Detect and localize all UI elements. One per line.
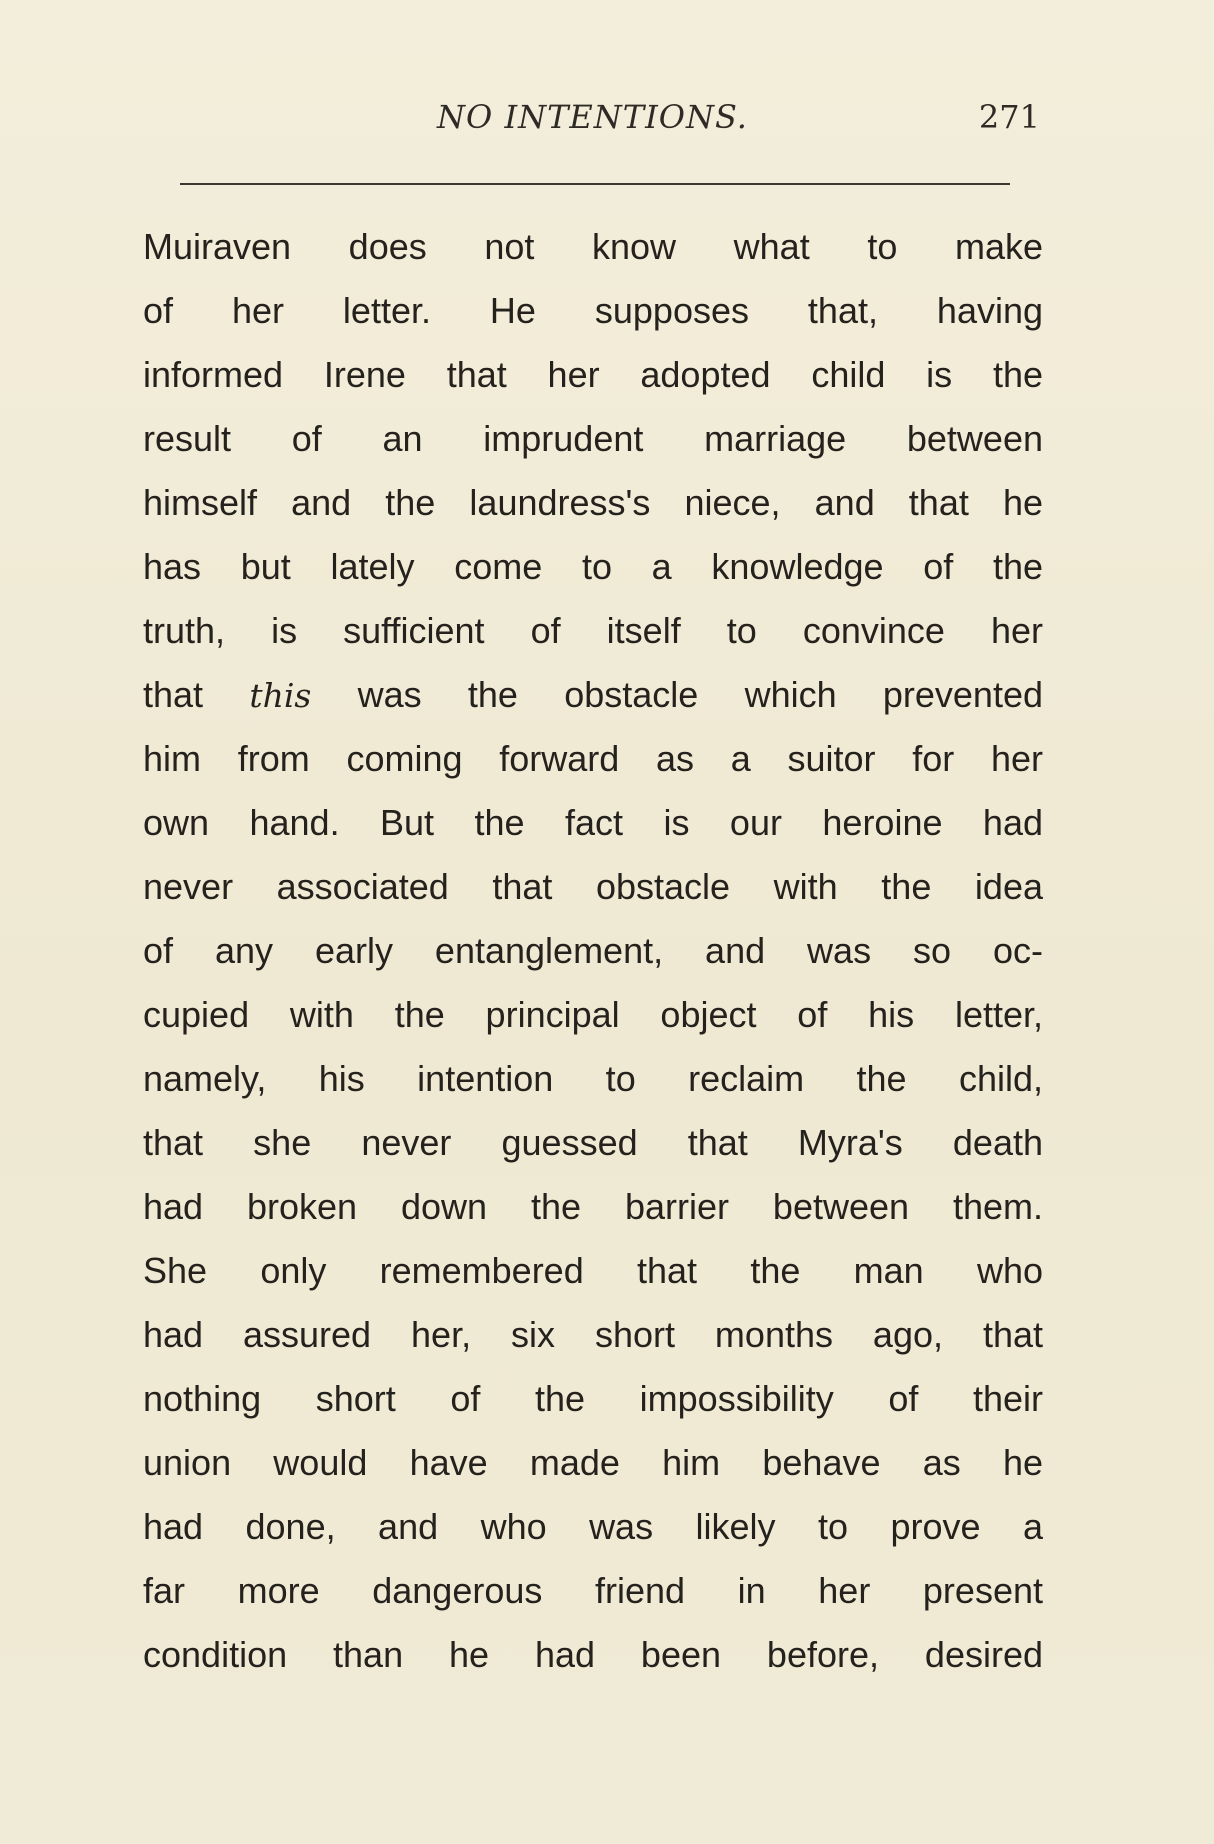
- text-segment: that: [143, 674, 250, 715]
- text-line: of any early entanglement, and was so oc-: [143, 930, 1043, 971]
- text-line: condition than he had been before, desired: [143, 1634, 1043, 1675]
- text-line: truth, is sufficient of itself to convince her: [143, 610, 1043, 651]
- text-line: union would have made him behave as he: [143, 1442, 1043, 1483]
- page-number: 271: [978, 98, 1040, 136]
- text-segment: was the obstacle which prevented: [311, 674, 1043, 715]
- running-title: NO INTENTIONS.: [437, 98, 748, 136]
- text-line: informed Irene that her adopted child is the: [143, 354, 1043, 395]
- text-line: himself and the laundress's niece, and that he: [143, 482, 1043, 523]
- text-line: namely, his intention to reclaim the child,: [143, 1058, 1043, 1099]
- text-line-with-italic: [143, 663, 1043, 727]
- body-text: [143, 215, 1043, 1687]
- text-line: result of an imprudent marriage between: [143, 418, 1043, 459]
- text-line: own hand. But the fact is our heroine had: [143, 802, 1043, 843]
- header-rule: [180, 183, 1010, 185]
- text-line: had broken down the barrier between them.: [143, 1186, 1043, 1227]
- text-line: nothing short of the impossibility of their: [143, 1378, 1043, 1419]
- text-line: him from coming forward as a suitor for her: [143, 738, 1043, 779]
- text-line: had done, and who was likely to prove a: [143, 1506, 1043, 1547]
- text-line: had assured her, six short months ago, that: [143, 1314, 1043, 1355]
- text-line: Muiraven does not know what to make: [143, 226, 1043, 267]
- text-line: She only remembered that the man who: [143, 1250, 1043, 1291]
- text-line: cupied with the principal object of his letter,: [143, 994, 1043, 1035]
- text-line: far more dangerous friend in her present: [143, 1570, 1043, 1611]
- text-line: never associated that obstacle with the idea: [143, 866, 1043, 907]
- text-line: that she never guessed that Myra's death: [143, 1122, 1043, 1163]
- running-head: [145, 98, 1040, 154]
- italic-word: this: [249, 676, 312, 715]
- text-line: has but lately come to a knowledge of the: [143, 546, 1043, 587]
- text-line: of her letter. He supposes that, having: [143, 290, 1043, 331]
